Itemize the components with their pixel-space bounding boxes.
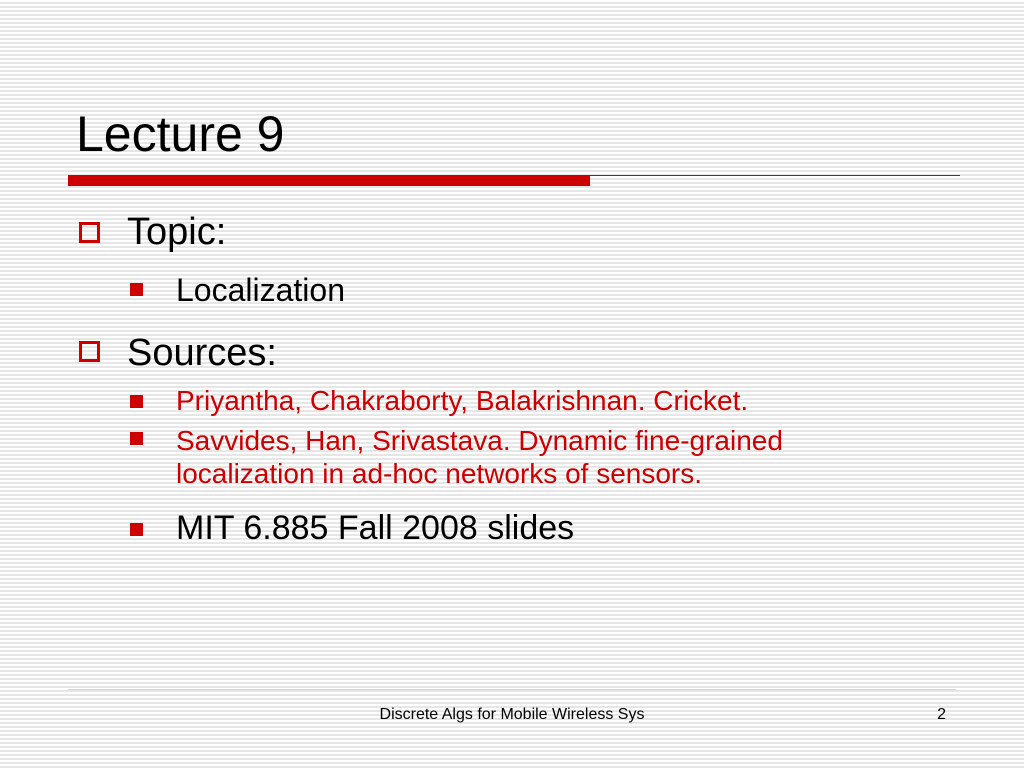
filled-square-icon	[130, 283, 143, 296]
slide-page-number: 2	[937, 706, 946, 723]
hollow-square-icon	[79, 222, 100, 243]
footer-course-title: Discrete Algs for Mobile Wireless Sys	[379, 706, 645, 723]
footer-divider	[68, 689, 956, 690]
topic-item: Localization	[176, 272, 345, 308]
sources-heading: Sources:	[127, 332, 277, 374]
title-underline-thin	[590, 175, 960, 176]
filled-square-icon	[130, 395, 143, 408]
title-underline-thick	[68, 175, 590, 186]
source-item-savvides-line2: localization in ad-hoc networks of sensors.	[176, 458, 703, 489]
source-item-savvides-line1: Savvides, Han, Srivastava. Dynamic fine-grained	[176, 425, 783, 456]
topic-heading: Topic:	[127, 211, 227, 253]
slide-title: Lecture 9	[76, 106, 285, 162]
filled-square-icon	[130, 523, 143, 536]
filled-square-icon	[130, 432, 143, 445]
hollow-square-icon	[79, 341, 100, 362]
source-item-mit-slides: MIT 6.885 Fall 2008 slides	[176, 509, 575, 547]
source-item-cricket: Priyantha, Chakraborty, Balakrishnan. Cricket.	[176, 385, 749, 416]
